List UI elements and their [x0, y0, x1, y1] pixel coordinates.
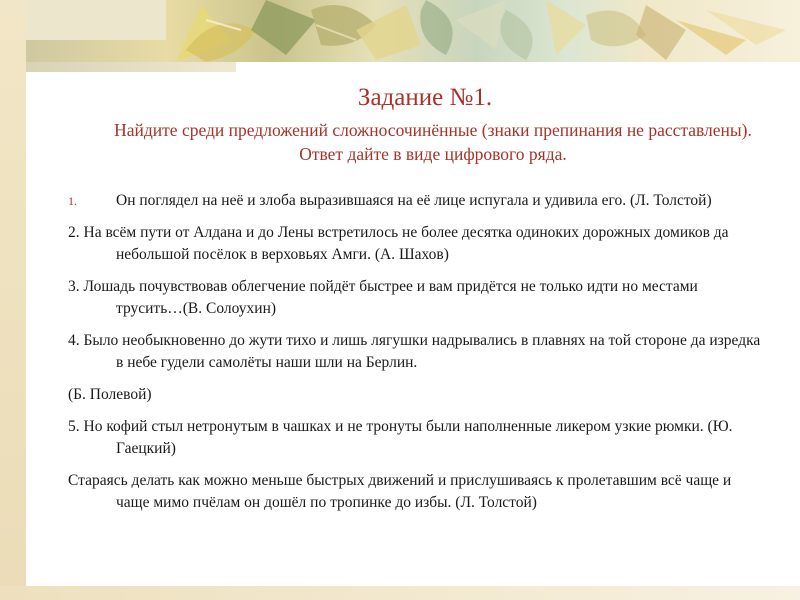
- sentence-list: [68, 190, 768, 524]
- list-item: 4. Было необыкновенно до жути тихо и лишь лягушки надрывались в плавнях на той стороне да изредка в небе гудели самолёты наши шли на Берлин.: [68, 332, 761, 371]
- decorative-underbar: [26, 62, 236, 72]
- list-item: [68, 190, 768, 212]
- list-item: Стараясь делать как можно меньше быстрых движений и прислушиваясь к пролетавшим всё чаще и чаще мимо пчёлам он дошёл по тропинке до избы. (Л. Толстой): [68, 472, 732, 511]
- list-item: 5. Но кофий стыл нетронутым в чашках и не тронуты были наполненные ликером узкие рюмки. (Ю. Гаецкий): [68, 418, 733, 457]
- task-instruction: Найдите среди предложений сложносочинённые (знаки препинания не расставлены). Ответ дайте в виде цифрового ряда.: [114, 120, 752, 164]
- autumn-leaves-image: [26, 0, 800, 62]
- list-item: (Б. Полевой): [68, 386, 152, 403]
- list-item: 3. Лошадь почувствовав облегчение пойдёт быстрее и вам придётся не только идти но местами трусить…(В. Солоухин): [68, 278, 698, 317]
- list-item: 2. На всём пути от Алдана и до Лены встретилось не более десятка одиноких дорожных домиков да небольшой посёлок в верховьях Амги. (А. Шахов): [68, 224, 729, 263]
- page-title: Задание №1.: [357, 84, 493, 111]
- decorative-bottom-strip: [0, 586, 800, 600]
- header-banner-image: [26, 0, 800, 62]
- list-item-number: 1.: [68, 194, 77, 208]
- list-item-text: Он поглядел на неё и злоба выразившаяся на её лице испугала и удивила его. (Л. Толстой): [116, 192, 712, 209]
